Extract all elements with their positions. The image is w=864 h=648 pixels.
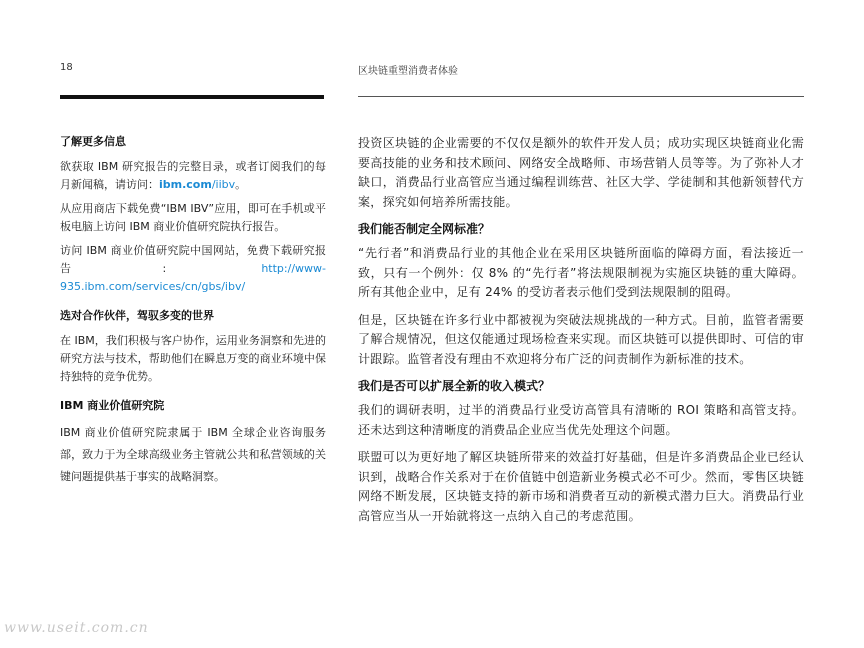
china-site-text: 访问 IBM 商业价值研究院中国网站，免费下载研究报告: xyxy=(60,244,326,275)
sidebar-top-rule xyxy=(60,95,324,99)
standards-heading: 我们能否制定全网标准？ xyxy=(358,222,491,236)
page-number: 18 xyxy=(60,62,73,73)
talent-paragraph: 投资区块链的企业需要的不仅仅是额外的软件开发人员；成功实现区块链商业化需要高技能的业务和技术顾问、网络安全战略师、市场营销人员等等。为了弥补人才缺口，消费品行业高管应当通过编程训练营、社区大学、学徒制和其他新领替代方案，探究如何培养所需技能。 xyxy=(358,136,804,209)
ibm-link-domain[interactable]: ibm.com xyxy=(159,178,212,191)
main-content xyxy=(358,134,804,534)
regulation-paragraph: “先行者”和消费品行业的其他企业在采用区块链所面临的障碍方面，看法接近一致，只有一个例外：仅 8% 的“先行者”将法规限制视为实施区块链的重大障碍。所有其他企业中，足有 24% 的受访者表示他们受到法规限制的阻碍。 xyxy=(358,246,804,299)
subscribe-text: 欲获取 IBM 研究报告的完整目录，或者订阅我们的每月新闻稿，请访问： xyxy=(60,160,326,191)
partner-paragraph: 在 IBM，我们积极与客户协作，运用业务洞察和先进的研究方法与技术，帮助他们在瞬息万变的商业环境中保持独特的竞争优势。 xyxy=(60,334,326,383)
subscribe-paragraph xyxy=(60,158,326,194)
watermark: www.useit.com.cn xyxy=(4,620,149,636)
main-top-rule xyxy=(358,96,804,97)
learn-more-heading: 了解更多信息 xyxy=(60,135,126,148)
audit-paragraph: 但是，区块链在许多行业中都被视为突破法规挑战的一种方式。目前，监管者需要了解合规情况，但这仅能通过现场检查来实现。而区块链可以提供即时、可信的审计跟踪。监管者没有理由不欢迎将分布广泛的问责制作为新标准的技术。 xyxy=(358,312,804,366)
running-title: 区块链重塑消费者体验 xyxy=(358,66,458,77)
ibm-link-path[interactable]: /iibv xyxy=(211,178,236,191)
ibv-heading: IBM 商业价值研究院 xyxy=(60,399,165,412)
partner-heading: 选对合作伙伴，驾驭多变的世界 xyxy=(60,309,214,322)
sidebar xyxy=(60,134,326,494)
subscribe-suffix: 。 xyxy=(235,178,247,191)
alliance-paragraph: 联盟可以为更好地了解区块链所带来的效益打好基础，但是许多消费品企业已经认识到，战略合作关系对于在价值链中创造新业务模式必不可少。然而，零售区块链网络不断发展，区块链支持的新市场和消费者互动的新模式潜力巨大。消费品行业高管应当从一开始就将这一点纳入自己的考虑范围。 xyxy=(358,450,804,523)
china-site-link[interactable]: http://www-935.ibm.com/services/cn/gbs/ibv/ xyxy=(60,262,326,293)
ibv-paragraph: IBM 商业价值研究院隶属于 IBM 全球企业咨询服务部，致力于为全球高级业务主管就公共和私营领域的关键问题提供基于事实的战略洞察。 xyxy=(60,426,326,483)
revenue-heading: 我们是否可以扩展全新的收入模式？ xyxy=(358,379,551,393)
china-site-paragraph xyxy=(60,242,326,296)
roi-paragraph: 我们的调研表明，过半的消费品行业受访高管具有清晰的 ROI 策略和高管支持。还未达到这种清晰度的消费品企业应当优先处理这个问题。 xyxy=(358,403,804,437)
app-download-paragraph: 从应用商店下载免费“IBM IBV”应用，即可在手机或平板电脑上访问 IBM 商业价值研究院执行报告。 xyxy=(60,202,326,233)
